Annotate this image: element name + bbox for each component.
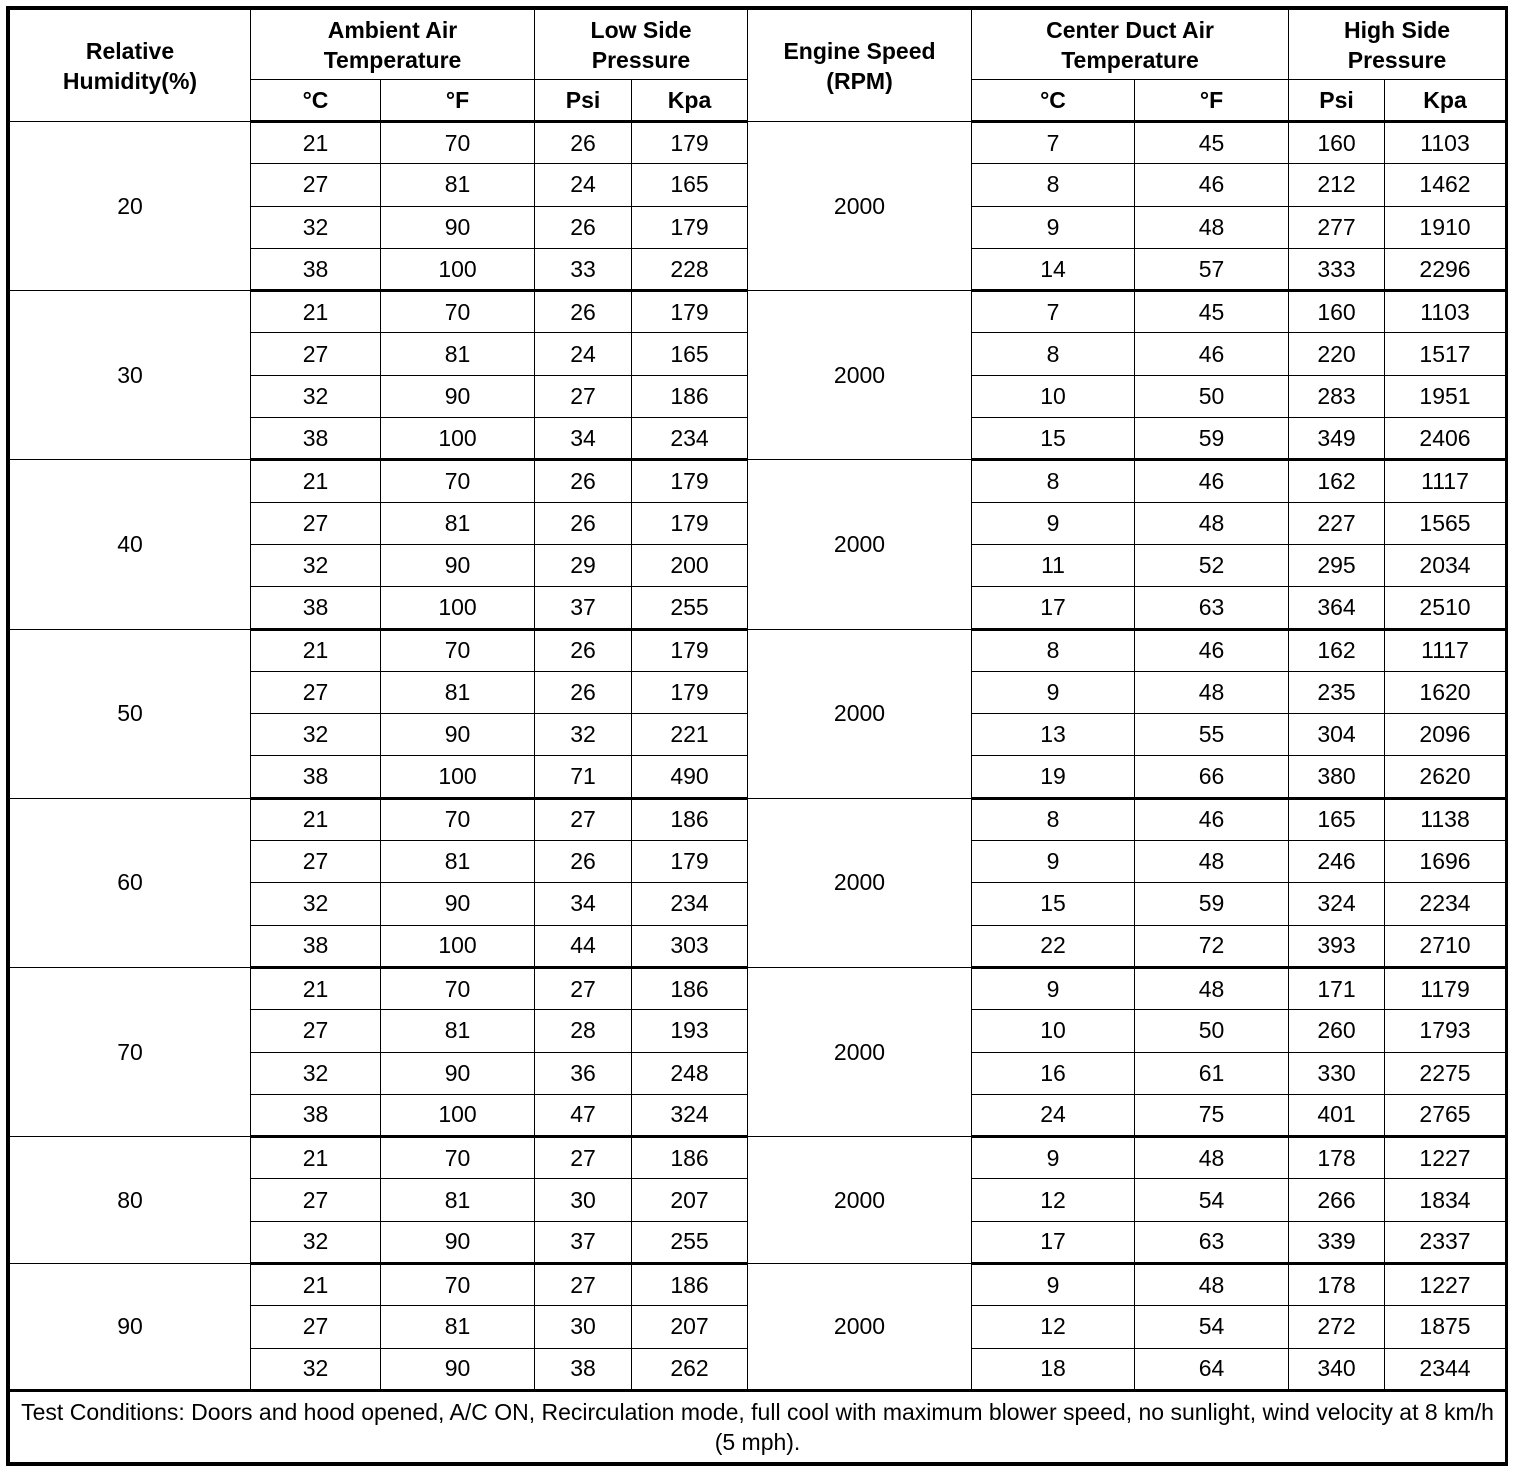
low-kpa-cell: 179 bbox=[632, 460, 748, 502]
ambient-f-cell: 70 bbox=[381, 629, 535, 671]
duct-c-cell: 16 bbox=[972, 1052, 1135, 1094]
humidity-cell: 30 bbox=[10, 291, 251, 460]
humidity-cell: 20 bbox=[10, 122, 251, 291]
ambient-f-cell: 70 bbox=[381, 122, 535, 164]
low-kpa-cell: 234 bbox=[632, 418, 748, 460]
high-psi-cell: 333 bbox=[1289, 248, 1385, 290]
low-kpa-cell: 186 bbox=[632, 1137, 748, 1179]
high-psi-cell: 235 bbox=[1289, 671, 1385, 713]
duct-c-cell: 7 bbox=[972, 291, 1135, 333]
high-kpa-cell: 2510 bbox=[1385, 587, 1506, 629]
low-psi-cell: 28 bbox=[535, 1010, 632, 1052]
low-kpa-cell: 179 bbox=[632, 206, 748, 248]
ambient-c-cell: 32 bbox=[251, 1052, 381, 1094]
high-kpa-cell: 1951 bbox=[1385, 375, 1506, 417]
duct-c-cell: 17 bbox=[972, 1221, 1135, 1263]
ambient-f-cell: 90 bbox=[381, 883, 535, 925]
duct-c-cell: 8 bbox=[972, 333, 1135, 375]
ambient-f-cell: 90 bbox=[381, 1348, 535, 1390]
low-psi-cell: 26 bbox=[535, 206, 632, 248]
duct-c-cell: 10 bbox=[972, 375, 1135, 417]
low-kpa-cell: 228 bbox=[632, 248, 748, 290]
ambient-f-cell: 70 bbox=[381, 291, 535, 333]
high-kpa-cell: 1834 bbox=[1385, 1179, 1506, 1221]
ambient-f-cell: 81 bbox=[381, 1010, 535, 1052]
duct-f-cell: 72 bbox=[1135, 925, 1289, 967]
high-psi-cell: 178 bbox=[1289, 1137, 1385, 1179]
ambient-c-cell: 21 bbox=[251, 967, 381, 1009]
high-kpa-cell: 1227 bbox=[1385, 1137, 1506, 1179]
ambient-c-cell: 38 bbox=[251, 418, 381, 460]
low-kpa-cell: 179 bbox=[632, 291, 748, 333]
high-psi-cell: 339 bbox=[1289, 1221, 1385, 1263]
header-high-psi: Psi bbox=[1289, 80, 1385, 122]
ambient-c-cell: 32 bbox=[251, 544, 381, 586]
low-kpa-cell: 324 bbox=[632, 1094, 748, 1136]
high-kpa-cell: 1793 bbox=[1385, 1010, 1506, 1052]
ambient-c-cell: 32 bbox=[251, 1348, 381, 1390]
ambient-c-cell: 21 bbox=[251, 1137, 381, 1179]
humidity-cell: 60 bbox=[10, 798, 251, 967]
low-psi-cell: 26 bbox=[535, 841, 632, 883]
low-psi-cell: 34 bbox=[535, 883, 632, 925]
duct-c-cell: 17 bbox=[972, 587, 1135, 629]
duct-c-cell: 12 bbox=[972, 1306, 1135, 1348]
low-kpa-cell: 165 bbox=[632, 164, 748, 206]
high-kpa-cell: 1565 bbox=[1385, 502, 1506, 544]
duct-f-cell: 63 bbox=[1135, 587, 1289, 629]
low-psi-cell: 30 bbox=[535, 1179, 632, 1221]
duct-c-cell: 8 bbox=[972, 629, 1135, 671]
high-psi-cell: 401 bbox=[1289, 1094, 1385, 1136]
duct-c-cell: 9 bbox=[972, 502, 1135, 544]
table-header bbox=[10, 10, 1506, 122]
duct-f-cell: 59 bbox=[1135, 418, 1289, 460]
duct-f-cell: 48 bbox=[1135, 967, 1289, 1009]
duct-f-cell: 59 bbox=[1135, 883, 1289, 925]
low-kpa-cell: 490 bbox=[632, 756, 748, 798]
ambient-c-cell: 38 bbox=[251, 587, 381, 629]
high-psi-cell: 277 bbox=[1289, 206, 1385, 248]
duct-f-cell: 50 bbox=[1135, 375, 1289, 417]
high-psi-cell: 246 bbox=[1289, 841, 1385, 883]
header-high-side-pressure: High Side Pressure bbox=[1289, 10, 1506, 80]
high-psi-cell: 162 bbox=[1289, 629, 1385, 671]
low-kpa-cell: 234 bbox=[632, 883, 748, 925]
high-kpa-cell: 1103 bbox=[1385, 291, 1506, 333]
engine-speed-cell: 2000 bbox=[748, 798, 972, 967]
ambient-c-cell: 32 bbox=[251, 375, 381, 417]
ambient-f-cell: 70 bbox=[381, 460, 535, 502]
ambient-c-cell: 32 bbox=[251, 883, 381, 925]
header-low-psi: Psi bbox=[535, 80, 632, 122]
duct-c-cell: 8 bbox=[972, 798, 1135, 840]
table-footer bbox=[10, 1391, 1506, 1463]
duct-c-cell: 22 bbox=[972, 925, 1135, 967]
low-psi-cell: 27 bbox=[535, 798, 632, 840]
low-psi-cell: 71 bbox=[535, 756, 632, 798]
ambient-f-cell: 81 bbox=[381, 502, 535, 544]
table-row bbox=[10, 1137, 1506, 1179]
duct-c-cell: 13 bbox=[972, 714, 1135, 756]
high-kpa-cell: 2337 bbox=[1385, 1221, 1506, 1263]
low-kpa-cell: 179 bbox=[632, 629, 748, 671]
ambient-f-cell: 81 bbox=[381, 1306, 535, 1348]
high-kpa-cell: 1227 bbox=[1385, 1264, 1506, 1306]
high-kpa-cell: 2096 bbox=[1385, 714, 1506, 756]
low-psi-cell: 32 bbox=[535, 714, 632, 756]
high-psi-cell: 330 bbox=[1289, 1052, 1385, 1094]
header-relative-humidity: Relative Humidity(%) bbox=[10, 10, 251, 122]
table-row bbox=[10, 291, 1506, 333]
high-kpa-cell: 1620 bbox=[1385, 671, 1506, 713]
header-low-kpa: Kpa bbox=[632, 80, 748, 122]
ambient-c-cell: 27 bbox=[251, 164, 381, 206]
duct-f-cell: 48 bbox=[1135, 206, 1289, 248]
high-psi-cell: 160 bbox=[1289, 122, 1385, 164]
low-kpa-cell: 179 bbox=[632, 671, 748, 713]
ambient-c-cell: 27 bbox=[251, 1010, 381, 1052]
duct-c-cell: 12 bbox=[972, 1179, 1135, 1221]
duct-c-cell: 8 bbox=[972, 164, 1135, 206]
ambient-f-cell: 70 bbox=[381, 1137, 535, 1179]
duct-f-cell: 52 bbox=[1135, 544, 1289, 586]
duct-f-cell: 48 bbox=[1135, 1264, 1289, 1306]
low-kpa-cell: 200 bbox=[632, 544, 748, 586]
ambient-c-cell: 38 bbox=[251, 925, 381, 967]
duct-c-cell: 9 bbox=[972, 967, 1135, 1009]
low-psi-cell: 27 bbox=[535, 375, 632, 417]
high-psi-cell: 393 bbox=[1289, 925, 1385, 967]
low-psi-cell: 27 bbox=[535, 967, 632, 1009]
ambient-f-cell: 81 bbox=[381, 1179, 535, 1221]
ambient-c-cell: 21 bbox=[251, 460, 381, 502]
high-kpa-cell: 1117 bbox=[1385, 460, 1506, 502]
low-kpa-cell: 255 bbox=[632, 1221, 748, 1263]
duct-f-cell: 55 bbox=[1135, 714, 1289, 756]
low-psi-cell: 47 bbox=[535, 1094, 632, 1136]
high-psi-cell: 171 bbox=[1289, 967, 1385, 1009]
ambient-c-cell: 38 bbox=[251, 248, 381, 290]
duct-f-cell: 64 bbox=[1135, 1348, 1289, 1390]
ambient-c-cell: 27 bbox=[251, 502, 381, 544]
low-psi-cell: 34 bbox=[535, 418, 632, 460]
high-kpa-cell: 2275 bbox=[1385, 1052, 1506, 1094]
low-psi-cell: 27 bbox=[535, 1137, 632, 1179]
low-psi-cell: 26 bbox=[535, 502, 632, 544]
low-kpa-cell: 248 bbox=[632, 1052, 748, 1094]
ambient-c-cell: 21 bbox=[251, 291, 381, 333]
engine-speed-cell: 2000 bbox=[748, 1264, 972, 1391]
table-row bbox=[10, 1264, 1506, 1306]
ambient-c-cell: 32 bbox=[251, 206, 381, 248]
ambient-f-cell: 70 bbox=[381, 798, 535, 840]
header-ambient-air-temperature: Ambient Air Temperature bbox=[251, 10, 535, 80]
high-psi-cell: 178 bbox=[1289, 1264, 1385, 1306]
low-kpa-cell: 255 bbox=[632, 587, 748, 629]
humidity-cell: 80 bbox=[10, 1137, 251, 1264]
humidity-cell: 50 bbox=[10, 629, 251, 798]
duct-f-cell: 48 bbox=[1135, 502, 1289, 544]
header-ambient-c: °C bbox=[251, 80, 381, 122]
low-kpa-cell: 186 bbox=[632, 375, 748, 417]
duct-f-cell: 50 bbox=[1135, 1010, 1289, 1052]
ambient-f-cell: 81 bbox=[381, 841, 535, 883]
high-kpa-cell: 1875 bbox=[1385, 1306, 1506, 1348]
low-kpa-cell: 193 bbox=[632, 1010, 748, 1052]
duct-f-cell: 57 bbox=[1135, 248, 1289, 290]
duct-f-cell: 46 bbox=[1135, 164, 1289, 206]
duct-c-cell: 9 bbox=[972, 206, 1135, 248]
high-psi-cell: 160 bbox=[1289, 291, 1385, 333]
ambient-f-cell: 100 bbox=[381, 756, 535, 798]
header-duct-c: °C bbox=[972, 80, 1135, 122]
high-psi-cell: 272 bbox=[1289, 1306, 1385, 1348]
duct-f-cell: 66 bbox=[1135, 756, 1289, 798]
duct-f-cell: 46 bbox=[1135, 798, 1289, 840]
duct-c-cell: 11 bbox=[972, 544, 1135, 586]
table-row bbox=[10, 122, 1506, 164]
duct-c-cell: 9 bbox=[972, 841, 1135, 883]
duct-f-cell: 46 bbox=[1135, 460, 1289, 502]
low-kpa-cell: 186 bbox=[632, 798, 748, 840]
high-psi-cell: 304 bbox=[1289, 714, 1385, 756]
ambient-c-cell: 21 bbox=[251, 122, 381, 164]
duct-f-cell: 63 bbox=[1135, 1221, 1289, 1263]
ambient-f-cell: 81 bbox=[381, 164, 535, 206]
high-psi-cell: 260 bbox=[1289, 1010, 1385, 1052]
engine-speed-cell: 2000 bbox=[748, 291, 972, 460]
low-psi-cell: 30 bbox=[535, 1306, 632, 1348]
ambient-c-cell: 38 bbox=[251, 756, 381, 798]
low-kpa-cell: 186 bbox=[632, 1264, 748, 1306]
duct-f-cell: 45 bbox=[1135, 122, 1289, 164]
duct-f-cell: 54 bbox=[1135, 1179, 1289, 1221]
ambient-c-cell: 21 bbox=[251, 798, 381, 840]
high-kpa-cell: 1103 bbox=[1385, 122, 1506, 164]
ambient-f-cell: 100 bbox=[381, 925, 535, 967]
high-psi-cell: 212 bbox=[1289, 164, 1385, 206]
ambient-f-cell: 90 bbox=[381, 375, 535, 417]
low-kpa-cell: 221 bbox=[632, 714, 748, 756]
low-psi-cell: 37 bbox=[535, 587, 632, 629]
low-kpa-cell: 179 bbox=[632, 841, 748, 883]
ambient-f-cell: 90 bbox=[381, 544, 535, 586]
ambient-c-cell: 21 bbox=[251, 1264, 381, 1306]
low-kpa-cell: 165 bbox=[632, 333, 748, 375]
high-kpa-cell: 1117 bbox=[1385, 629, 1506, 671]
low-kpa-cell: 207 bbox=[632, 1179, 748, 1221]
high-kpa-cell: 2296 bbox=[1385, 248, 1506, 290]
high-kpa-cell: 2710 bbox=[1385, 925, 1506, 967]
duct-f-cell: 54 bbox=[1135, 1306, 1289, 1348]
test-conditions-note: Test Conditions: Doors and hood opened, A/C ON, Recirculation mode, full cool with maximum blower speed, no sunlight, wind velocity at 8 km/h (5 mph). bbox=[10, 1391, 1506, 1463]
engine-speed-cell: 2000 bbox=[748, 967, 972, 1136]
high-kpa-cell: 1179 bbox=[1385, 967, 1506, 1009]
humidity-cell: 70 bbox=[10, 967, 251, 1136]
high-kpa-cell: 2234 bbox=[1385, 883, 1506, 925]
low-psi-cell: 36 bbox=[535, 1052, 632, 1094]
duct-f-cell: 61 bbox=[1135, 1052, 1289, 1094]
header-low-side-pressure: Low Side Pressure bbox=[535, 10, 748, 80]
header-high-kpa: Kpa bbox=[1385, 80, 1506, 122]
ambient-c-cell: 32 bbox=[251, 1221, 381, 1263]
duct-f-cell: 46 bbox=[1135, 629, 1289, 671]
low-psi-cell: 38 bbox=[535, 1348, 632, 1390]
duct-f-cell: 45 bbox=[1135, 291, 1289, 333]
duct-f-cell: 48 bbox=[1135, 1137, 1289, 1179]
duct-c-cell: 9 bbox=[972, 1137, 1135, 1179]
high-psi-cell: 349 bbox=[1289, 418, 1385, 460]
engine-speed-cell: 2000 bbox=[748, 629, 972, 798]
table-row bbox=[10, 798, 1506, 840]
ambient-c-cell: 27 bbox=[251, 1306, 381, 1348]
ambient-f-cell: 90 bbox=[381, 206, 535, 248]
ambient-f-cell: 90 bbox=[381, 1221, 535, 1263]
engine-speed-cell: 2000 bbox=[748, 1137, 972, 1264]
duct-c-cell: 7 bbox=[972, 122, 1135, 164]
low-psi-cell: 26 bbox=[535, 291, 632, 333]
duct-c-cell: 10 bbox=[972, 1010, 1135, 1052]
low-psi-cell: 26 bbox=[535, 671, 632, 713]
table-row bbox=[10, 629, 1506, 671]
low-psi-cell: 24 bbox=[535, 164, 632, 206]
high-kpa-cell: 1462 bbox=[1385, 164, 1506, 206]
high-kpa-cell: 1517 bbox=[1385, 333, 1506, 375]
duct-f-cell: 46 bbox=[1135, 333, 1289, 375]
ambient-f-cell: 81 bbox=[381, 333, 535, 375]
ambient-f-cell: 81 bbox=[381, 671, 535, 713]
low-kpa-cell: 186 bbox=[632, 967, 748, 1009]
table-body bbox=[10, 122, 1506, 1391]
ambient-c-cell: 27 bbox=[251, 841, 381, 883]
low-kpa-cell: 179 bbox=[632, 122, 748, 164]
high-psi-cell: 165 bbox=[1289, 798, 1385, 840]
low-psi-cell: 26 bbox=[535, 629, 632, 671]
low-psi-cell: 26 bbox=[535, 122, 632, 164]
humidity-cell: 40 bbox=[10, 460, 251, 629]
header-duct-f: °F bbox=[1135, 80, 1289, 122]
low-kpa-cell: 303 bbox=[632, 925, 748, 967]
duct-c-cell: 18 bbox=[972, 1348, 1135, 1390]
ambient-f-cell: 100 bbox=[381, 248, 535, 290]
ambient-c-cell: 27 bbox=[251, 333, 381, 375]
duct-c-cell: 14 bbox=[972, 248, 1135, 290]
low-kpa-cell: 262 bbox=[632, 1348, 748, 1390]
high-psi-cell: 220 bbox=[1289, 333, 1385, 375]
ambient-f-cell: 100 bbox=[381, 587, 535, 629]
low-psi-cell: 44 bbox=[535, 925, 632, 967]
ac-performance-table-container bbox=[6, 6, 1508, 1466]
high-kpa-cell: 2344 bbox=[1385, 1348, 1506, 1390]
header-center-duct-air-temperature: Center Duct Air Temperature bbox=[972, 10, 1289, 80]
low-kpa-cell: 207 bbox=[632, 1306, 748, 1348]
ambient-f-cell: 90 bbox=[381, 1052, 535, 1094]
high-kpa-cell: 2406 bbox=[1385, 418, 1506, 460]
high-psi-cell: 295 bbox=[1289, 544, 1385, 586]
high-kpa-cell: 1696 bbox=[1385, 841, 1506, 883]
duct-c-cell: 15 bbox=[972, 418, 1135, 460]
duct-f-cell: 48 bbox=[1135, 841, 1289, 883]
ambient-c-cell: 27 bbox=[251, 1179, 381, 1221]
low-psi-cell: 26 bbox=[535, 460, 632, 502]
duct-c-cell: 19 bbox=[972, 756, 1135, 798]
high-kpa-cell: 2034 bbox=[1385, 544, 1506, 586]
ambient-f-cell: 70 bbox=[381, 1264, 535, 1306]
high-kpa-cell: 1910 bbox=[1385, 206, 1506, 248]
duct-c-cell: 9 bbox=[972, 671, 1135, 713]
duct-c-cell: 15 bbox=[972, 883, 1135, 925]
high-kpa-cell: 1138 bbox=[1385, 798, 1506, 840]
low-psi-cell: 29 bbox=[535, 544, 632, 586]
ambient-f-cell: 100 bbox=[381, 1094, 535, 1136]
header-engine-speed: Engine Speed (RPM) bbox=[748, 10, 972, 122]
low-kpa-cell: 179 bbox=[632, 502, 748, 544]
ac-performance-table bbox=[9, 9, 1506, 1463]
ambient-f-cell: 90 bbox=[381, 714, 535, 756]
ambient-c-cell: 27 bbox=[251, 671, 381, 713]
low-psi-cell: 33 bbox=[535, 248, 632, 290]
high-psi-cell: 364 bbox=[1289, 587, 1385, 629]
humidity-cell: 90 bbox=[10, 1264, 251, 1391]
ambient-f-cell: 100 bbox=[381, 418, 535, 460]
engine-speed-cell: 2000 bbox=[748, 460, 972, 629]
high-psi-cell: 340 bbox=[1289, 1348, 1385, 1390]
high-psi-cell: 380 bbox=[1289, 756, 1385, 798]
low-psi-cell: 37 bbox=[535, 1221, 632, 1263]
high-kpa-cell: 2620 bbox=[1385, 756, 1506, 798]
header-ambient-f: °F bbox=[381, 80, 535, 122]
duct-f-cell: 75 bbox=[1135, 1094, 1289, 1136]
high-psi-cell: 283 bbox=[1289, 375, 1385, 417]
ambient-f-cell: 70 bbox=[381, 967, 535, 1009]
ambient-c-cell: 38 bbox=[251, 1094, 381, 1136]
ambient-c-cell: 21 bbox=[251, 629, 381, 671]
table-row bbox=[10, 460, 1506, 502]
table-row bbox=[10, 967, 1506, 1009]
high-kpa-cell: 2765 bbox=[1385, 1094, 1506, 1136]
high-psi-cell: 227 bbox=[1289, 502, 1385, 544]
ambient-c-cell: 32 bbox=[251, 714, 381, 756]
high-psi-cell: 266 bbox=[1289, 1179, 1385, 1221]
engine-speed-cell: 2000 bbox=[748, 122, 972, 291]
low-psi-cell: 27 bbox=[535, 1264, 632, 1306]
duct-f-cell: 48 bbox=[1135, 671, 1289, 713]
duct-c-cell: 9 bbox=[972, 1264, 1135, 1306]
duct-c-cell: 8 bbox=[972, 460, 1135, 502]
high-psi-cell: 324 bbox=[1289, 883, 1385, 925]
duct-c-cell: 24 bbox=[972, 1094, 1135, 1136]
low-psi-cell: 24 bbox=[535, 333, 632, 375]
high-psi-cell: 162 bbox=[1289, 460, 1385, 502]
